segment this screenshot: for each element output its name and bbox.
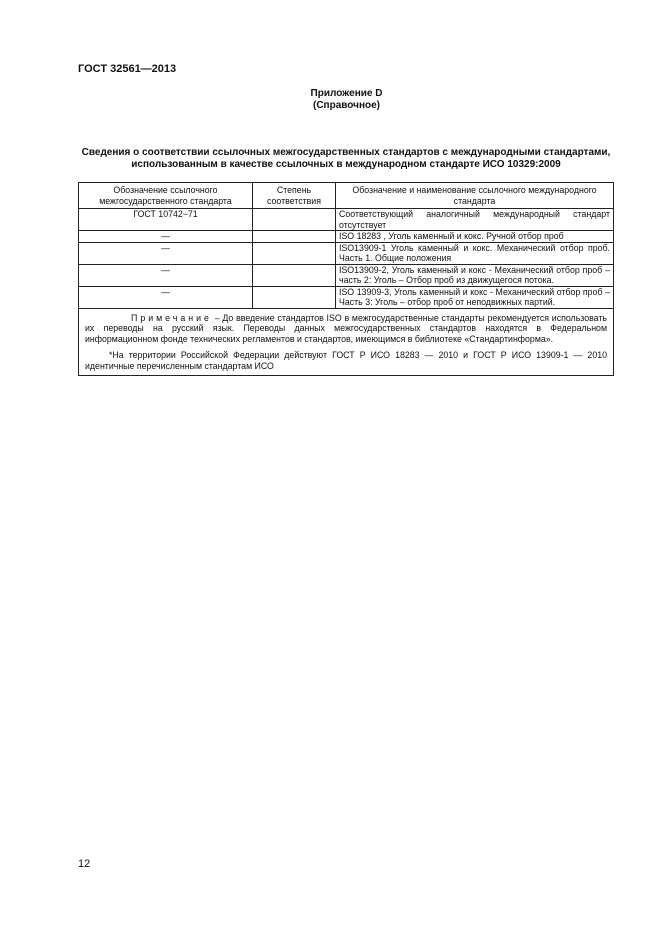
table-note-row xyxy=(79,308,614,376)
standards-table xyxy=(78,182,614,376)
cell-ref-standard: ГОСТ 10742−71 xyxy=(79,209,253,231)
table-row xyxy=(79,286,614,308)
note-paragraph xyxy=(85,313,607,345)
footnote: *На территории Российской Федерации действуют ГОСТ Р ИСО 18283 — 2010 и ГОСТ Р ИСО 13909-1 — 2010 идентичные перечисленным стандартам ИСО xyxy=(85,350,607,371)
cell-intl-standard: ISO 13909-3, Уголь каменный и кокс - Механический отбор проб – Часть 3: Уголь – отбор проб от неподвижных партий. xyxy=(336,286,614,308)
document-code: ГОСТ 32561—2013 xyxy=(78,63,177,75)
cell-ref-standard: — xyxy=(79,264,253,286)
cell-intl-standard: Соответствующий аналогичный международный стандарт отсутствует xyxy=(336,209,614,231)
header-ref-standard: Обозначение ссылочного межгосударственного стандарта xyxy=(79,183,253,209)
appendix-title: Приложение D xyxy=(310,88,383,99)
cell-degree xyxy=(253,209,336,231)
cell-degree xyxy=(253,286,336,308)
header-degree: Степень соответствия xyxy=(253,183,336,209)
cell-degree xyxy=(253,264,336,286)
page-number: 12 xyxy=(78,858,91,870)
section-heading: Сведения о соответствии ссылочных межгосударственных стандартов с международными стандартами, использованным в качестве ссылочных в международном стандарте ИСО 10329:2009 xyxy=(81,147,611,170)
cell-degree xyxy=(253,242,336,264)
cell-degree xyxy=(253,231,336,243)
cell-intl-standard: ISO 18283 , Уголь каменный и кокс. Ручной отбор проб xyxy=(336,231,614,243)
cell-ref-standard: — xyxy=(79,242,253,264)
table-row xyxy=(79,264,614,286)
cell-ref-standard: — xyxy=(79,286,253,308)
note-cell xyxy=(79,308,614,376)
note-text: – До введение стандартов ISO в межгосударственные стандарты рекомендуется использовать их переводы на русский язык. Переводы данных межгосударственных стандартов находятся в Федеральном информационном фонде технических регламентов и стандартов, имеющимся в библиотеке «Стандартинформа». xyxy=(85,312,607,344)
table-header-row xyxy=(79,183,614,209)
cell-ref-standard: — xyxy=(79,231,253,243)
appendix-subtitle: (Справочное) xyxy=(313,100,380,111)
table-row xyxy=(79,209,614,231)
cell-intl-standard: ISO13909-2, Уголь каменный и кокс - Механический отбор проб – часть 2: Уголь – Отбор проб из движущегося потока. xyxy=(336,264,614,286)
cell-intl-standard: ISO13909-1 Уголь каменный и кокс. Механический отбор проб. Часть 1. Общие положения xyxy=(336,242,614,264)
header-intl-standard: Обозначение и наименование ссылочного международного стандарта xyxy=(336,183,614,209)
note-label: Примечание xyxy=(131,312,212,323)
table-row xyxy=(79,231,614,243)
table-row xyxy=(79,242,614,264)
